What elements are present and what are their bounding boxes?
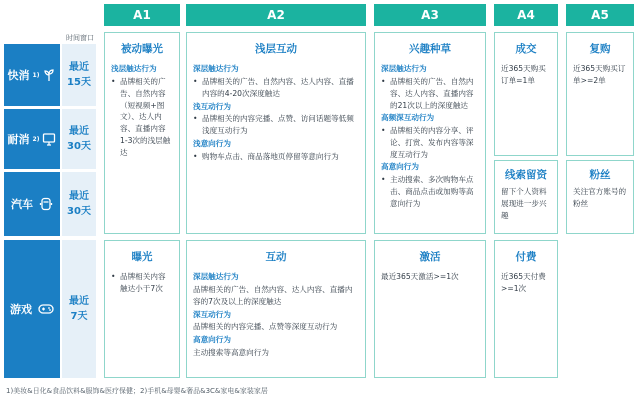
stage-text: 最近365天激活>=1次 (381, 272, 459, 282)
time-window-games (62, 240, 96, 378)
stage-text: 近365天购买订单>=2单 (573, 64, 626, 86)
game-box-a1 (104, 240, 180, 378)
behavior-subtitle: 深层触达行为 (193, 272, 239, 282)
row-tab-games (4, 240, 60, 378)
time-window-durables (62, 109, 96, 169)
time-line: 最近 (68, 62, 89, 73)
column-header-a5: A5 (566, 4, 634, 26)
row-label: 汽车 (11, 198, 33, 211)
gamepad-icon (38, 302, 54, 316)
behavior-subtitle: 高意向行为 (193, 335, 231, 345)
behavior-subtitle: 深互动行为 (193, 309, 231, 319)
behavior-item: • 品牌相关的内容完播、点赞、访问话题等低频浅度互动行为 (193, 113, 359, 137)
time-window-auto (62, 172, 96, 236)
behavior-item: • 购物车点击、商品落地页停留等意向行为 (193, 151, 359, 163)
time-window-fmcg (62, 44, 96, 106)
behavior-text: 主动搜索等高意向行为 (193, 347, 269, 357)
stage-title: 被动曝光 (121, 43, 163, 55)
footnote: 1)美妆&日化&食品饮料&服饰&医疗保健；2)手机&母婴&奢品&3C&家电&家装家居 (6, 387, 268, 395)
row-label: 游戏 (10, 303, 32, 316)
behavior-text: 品牌相关的内容完播、点赞等深度互动行为 (193, 322, 338, 332)
row-tab-fmcg (4, 44, 60, 106)
stage-title: 曝光 (131, 251, 153, 263)
stage-title: 互动 (265, 251, 287, 263)
stage-title: 成交 (515, 43, 537, 55)
game-box-a3 (374, 240, 486, 378)
time-line: 15天 (67, 77, 91, 88)
column-header-a4: A4 (494, 4, 558, 26)
time-line: 30天 (67, 141, 91, 152)
behavior-text: 品牌相关的广告、自然内容、达人内容、直播内容的7次及以上的深度触达 (193, 285, 353, 306)
stage-title: 浅层互动 (255, 43, 297, 55)
stage-title: 兴趣种草 (409, 43, 451, 55)
row-label: 快消 (7, 69, 30, 82)
behavior-item: • 品牌相关的广告、自然内容（短视频+图文）、达人内容、直播内容1-3次的浅层触达 (111, 76, 173, 158)
column-header-a2: A2 (186, 4, 366, 26)
game-box-a2 (186, 240, 366, 378)
row-label: 耐消 (7, 133, 30, 146)
stage-title: 线索留资 (505, 169, 547, 181)
stage-text: 留下个人资料展现进一步兴趣 (501, 187, 547, 220)
time-line: 30天 (67, 206, 91, 217)
stage-text: 近365天付费>=1次 (501, 272, 546, 294)
stage-box-a3 (374, 32, 486, 234)
row-footnote-mark: 2) (32, 135, 40, 143)
behavior-item: • 品牌相关的内容分享、评论、打赏、发布内容等深度互动行为 (381, 125, 479, 160)
time-line: 最近 (69, 296, 89, 307)
behavior-subtitle: 深层触达行为 (381, 64, 427, 74)
row-tab-auto (4, 172, 60, 236)
time-line: 最近 (68, 126, 89, 137)
sprout-icon (42, 68, 56, 82)
stage-box-a5-repurchase (566, 32, 634, 156)
column-header-a1: A1 (104, 4, 180, 26)
stage-box-a2 (186, 32, 366, 234)
behavior-subtitle: 浅层触达行为 (111, 64, 157, 74)
car-icon (39, 197, 53, 211)
behavior-item: • 品牌相关的广告、自然内容、达人内容、直播内容的4-20次深度触达 (193, 76, 359, 100)
appliance-icon (42, 132, 56, 146)
stage-box-a4-purchase (494, 32, 558, 156)
behavior-subtitle: 深层触达行为 (193, 64, 239, 74)
stage-title: 付费 (515, 251, 537, 263)
stage-box-a5-fans (566, 160, 634, 234)
behavior-subtitle: 浅意向行为 (193, 138, 231, 148)
column-header-a3: A3 (374, 4, 486, 26)
row-tab-durables (4, 109, 60, 169)
game-box-a4 (494, 240, 558, 378)
stage-text: 近365天购买订单=1单 (501, 64, 546, 86)
behavior-subtitle: 浅互动行为 (193, 101, 231, 111)
stage-title: 粉丝 (589, 169, 611, 181)
row-footnote-mark: 1) (32, 71, 40, 79)
behavior-item: • 主动搜索、多次购物车点击、商品点击或加购等高意向行为 (381, 174, 479, 209)
behavior-subtitle: 高频深互动行为 (381, 113, 435, 123)
behavior-item: • 品牌相关内容触达小于7次 (111, 271, 173, 295)
stage-title: 复购 (589, 43, 611, 55)
behavior-item: • 品牌相关的广告、自然内容、达人内容、直播内容的21次以上的深度触达 (381, 76, 479, 111)
time-line: 7天 (70, 311, 88, 322)
stage-text: 关注官方账号的粉丝 (573, 187, 627, 209)
behavior-subtitle: 高意向行为 (381, 162, 419, 172)
stage-box-a4-leads (494, 160, 558, 234)
stage-title: 激活 (419, 251, 441, 263)
time-line: 最近 (68, 191, 89, 202)
stage-box-a1 (104, 32, 180, 234)
time-window-header: 时间窗口 (66, 34, 94, 42)
